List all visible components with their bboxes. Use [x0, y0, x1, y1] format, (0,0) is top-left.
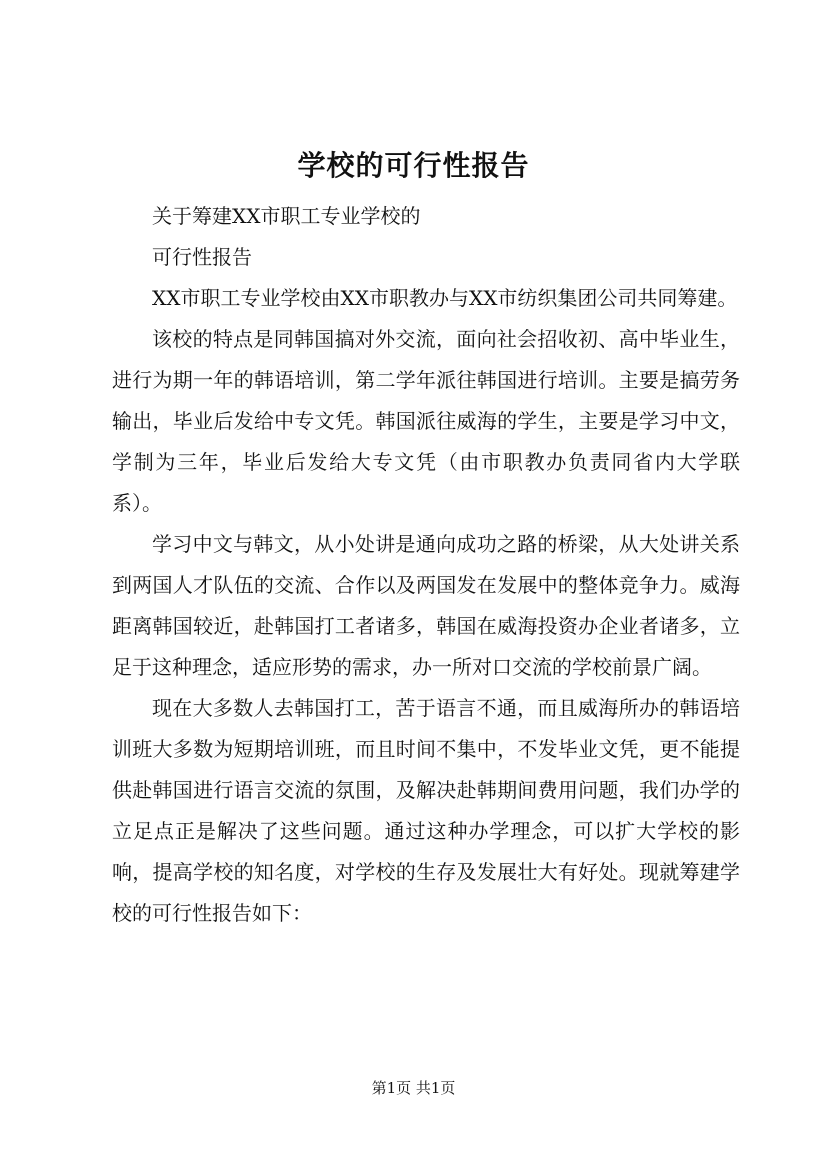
- page-footer: 第1页 共1页: [371, 1079, 456, 1097]
- document-title: 学校的可行性报告: [297, 149, 530, 182]
- paragraph-heading-line-2: 可行性报告: [152, 245, 252, 269]
- paragraph-features: 该校的特点是同韩国搞对外交流，面向社会招收初、高中毕业生，进行为期一年的韩语培训，第二学年派往韩国进行培训。主要是搞劳务输出，毕业后发给中专文凭。韩国派往威海的学生，主要是学习中文，学制为三年，毕业后发给大专文凭（由市职教办负责同省内大学联系）。: [112, 327, 740, 515]
- paragraph-language-learning: 学习中文与韩文，从小处讲是通向成功之路的桥梁，从大处讲关系到两国人才队伍的交流、合作以及两国发在发展中的整体竞争力。威海距离韩国较近，赴韩国打工者诸多，韩国在威海投资办企业者诸多，立足于这种理念，适应形势的需求，办一所对口交流的学校前景广阔。: [112, 532, 740, 679]
- paragraph-current-situation: 现在大多数人去韩国打工，苦于语言不通，而且威海所办的韩语培训班大多数为短期培训班，而且时间不集中，不发毕业文凭，更不能提供赴韩国进行语言交流的氛围，及解决赴韩期间费用问题，我们办学的立足点正是解决了这些问题。通过这种办学理念，可以扩大学校的影响，提高学校的知名度，对学校的生存及发展壮大有好处。现就筹建学校的可行性报告如下：: [112, 696, 740, 925]
- document-body: [112, 196, 740, 934]
- paragraph-intro: XX市职工专业学校由XX市职教办与XX市纺织集团公司共同筹建。: [152, 286, 738, 310]
- paragraph-heading-line-1: 关于筹建XX市职工专业学校的: [152, 204, 421, 228]
